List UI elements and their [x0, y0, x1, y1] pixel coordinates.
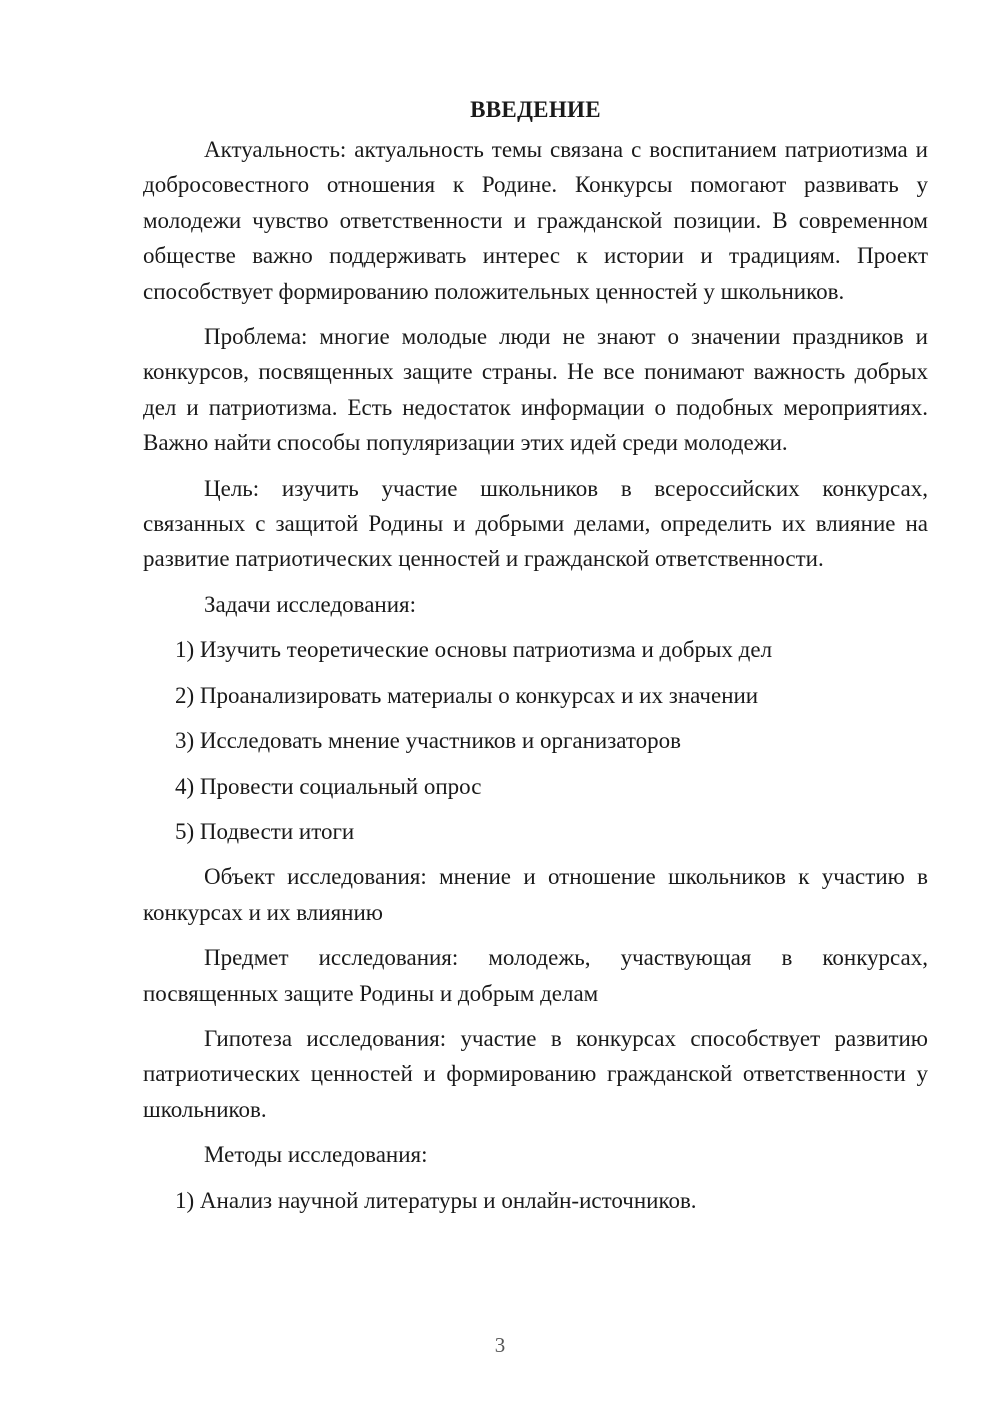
page-number: 3: [494, 1333, 506, 1357]
methods-heading: Методы исследования:: [204, 1142, 428, 1168]
task-item: 1) Изучить теоретические основы патриотизма и добрых дел: [175, 637, 773, 663]
tasks-heading: Задачи исследования:: [204, 591, 417, 617]
goal-paragraph: Цель: изучить участие школьников в всероссийских конкурсах, связанных с защитой Родины и добрыми делами, определить их влияние на развитие патриотических ценностей и гражданской ответственности.: [143, 475, 928, 572]
task-item: 3) Исследовать мнение участников и организаторов: [175, 728, 682, 754]
subject-paragraph: Предмет исследования: молодежь, участвующая в конкурсах, посвященных защите Родины и добрым делам: [143, 945, 928, 1006]
task-item: 5) Подвести итоги: [175, 818, 355, 844]
relevance-paragraph: Актуальность: актуальность темы связана с воспитанием патриотизма и добросовестного отношения к Родине. Конкурсы помогают развивать у молодежи чувство ответственности и гражданской позиции. В современном обществе важно поддерживать интерес к истории и традициям. Проект способствует формированию положительных ценностей у школьников.: [143, 137, 928, 304]
task-item: 2) Проанализировать материалы о конкурсах и их значении: [175, 682, 759, 708]
task-item: 4) Провести социальный опрос: [175, 773, 482, 799]
hypothesis-paragraph: Гипотеза исследования: участие в конкурсах способствует развитию патриотических ценностей и формированию гражданской ответственности у школьников.: [143, 1025, 928, 1122]
document-page: [143, 92, 928, 1228]
page-title: ВВЕДЕНИЕ: [470, 97, 601, 122]
method-item: 1) Анализ научной литературы и онлайн-источников.: [175, 1187, 697, 1213]
problem-paragraph: Проблема: многие молодые люди не знают о значении праздников и конкурсов, посвященных защите страны. Не все понимают важность добрых дел и патриотизма. Есть недостаток информации о подобных мероприятиях. Важно найти способы популяризации этих идей среди молодежи.: [143, 324, 928, 456]
object-paragraph: Объект исследования: мнение и отношение школьников к участию в конкурсах и их влиянию: [143, 864, 928, 925]
